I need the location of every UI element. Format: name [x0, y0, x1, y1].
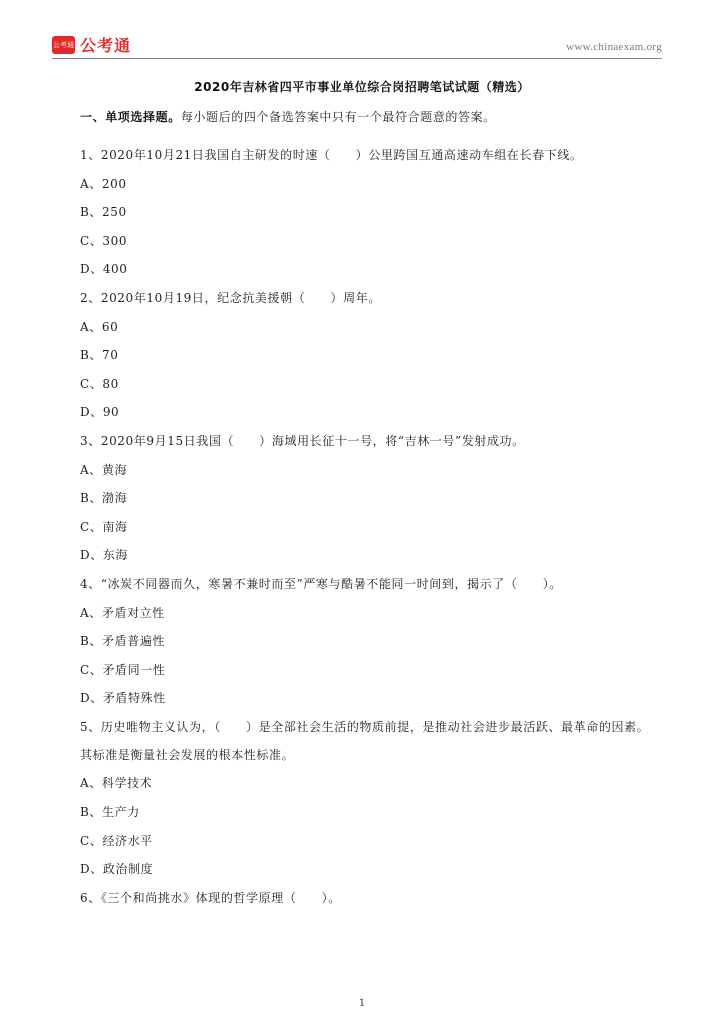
question-stem: 3、2020年9月15日我国（ ）海域用长征十一号，将“吉林一号”发射成功。	[80, 433, 525, 448]
page-header	[52, 30, 662, 59]
question-1	[80, 146, 660, 278]
question-3	[80, 432, 660, 564]
option-d: D、东海	[80, 548, 129, 563]
section-heading-label: 一、单项选择题。	[80, 110, 181, 124]
site-url: www.chinaexam.org	[566, 41, 662, 53]
option-b: B、生产力	[80, 805, 140, 820]
option-a: A、矛盾对立性	[80, 605, 165, 620]
option-b: B、矛盾普遍性	[80, 634, 166, 649]
question-6	[80, 889, 660, 907]
question-stem: 1、2020年10月21日我国自主研发的时速（ ）公里跨国互通高速动车组在长春下线。	[80, 148, 583, 162]
option-b: B、70	[80, 348, 119, 363]
document-body	[80, 108, 660, 917]
question-stem: 2、2020年10月19日，纪念抗美援朝（ ）周年。	[80, 290, 381, 305]
option-a: A、黄海	[80, 462, 128, 477]
option-c: C、300	[80, 233, 128, 248]
option-d: D、90	[80, 405, 120, 420]
logo-text: 公考通	[80, 36, 132, 55]
question-4	[80, 575, 660, 707]
logo-icon: 公考通	[52, 36, 75, 54]
option-d: D、400	[80, 262, 128, 277]
option-c: C、矛盾同一性	[80, 662, 166, 677]
option-d: D、政治制度	[80, 862, 154, 877]
option-a: A、科学技术	[80, 776, 153, 791]
option-c: C、经济水平	[80, 833, 153, 848]
option-c: C、南海	[80, 519, 128, 534]
section-heading-instruction: 每小题后的四个备选答案中只有一个最符合题意的答案。	[180, 110, 496, 124]
option-a: A、200	[80, 176, 127, 191]
question-stem: 6、《三个和尚挑水》体现的哲学原理（ ）。	[80, 890, 341, 905]
question-2	[80, 289, 660, 421]
option-a: A、60	[80, 319, 119, 334]
option-c: C、80	[80, 376, 119, 391]
question-stem: 5、历史唯物主义认为，（ ）是全部社会生活的物质前提，是推动社会进步最活跃、最革命的因素。其标准是衡量社会发展的根本性标准。	[80, 719, 650, 762]
document-title: 2020年吉林省四平市事业单位综合岗招聘笔试试题（精选）	[194, 80, 530, 94]
option-d: D、矛盾特殊性	[80, 691, 166, 706]
question-stem: 4、“冰炭不同器而久，寒暑不兼时而至”严寒与酷暑不能同一时间到，揭示了（ ）。	[80, 576, 562, 591]
question-5	[80, 713, 660, 878]
option-b: B、250	[80, 205, 127, 220]
option-b: B、渤海	[80, 491, 128, 506]
section-heading	[80, 108, 660, 126]
page-number: 1	[358, 998, 366, 1009]
